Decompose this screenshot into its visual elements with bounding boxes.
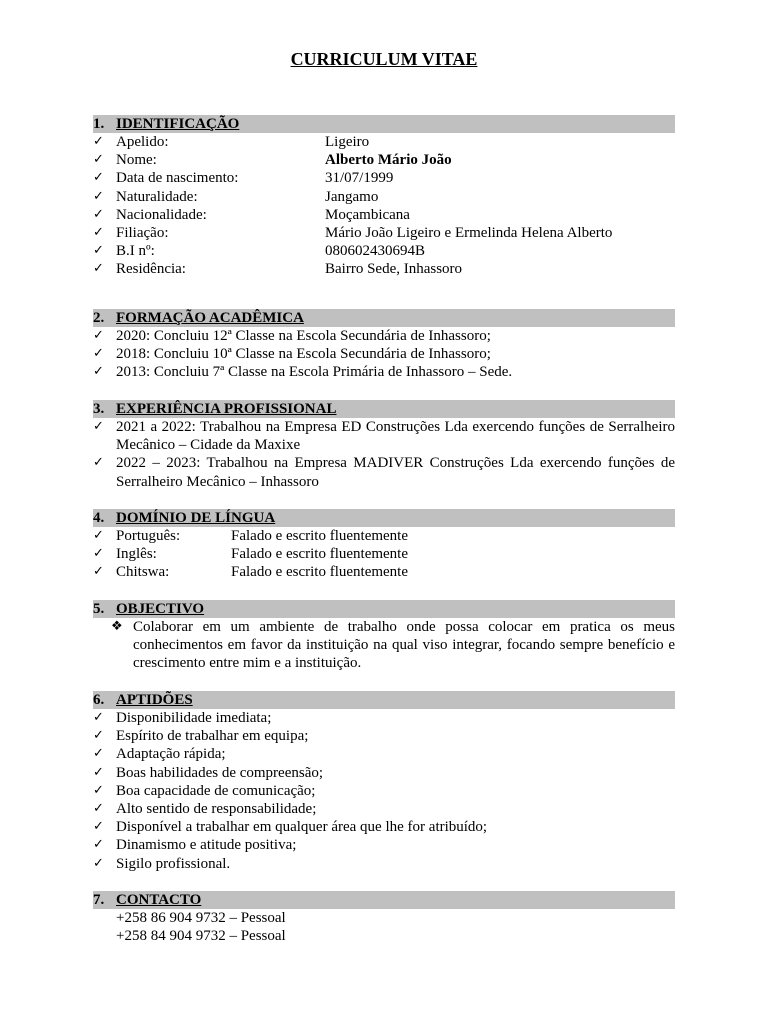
check-mark-icon: ✓ [93, 364, 104, 380]
item-text: 2022 – 2023: Trabalhou na Empresa MADIVER Construções Lda exercendo funções de Serralheiro Mecânico – Inhassoro [116, 455, 675, 490]
section-header [93, 600, 675, 618]
row-label: Apelido: [116, 134, 169, 150]
list-item [93, 764, 675, 782]
section-title: EXPERIÊNCIA PROFISSIONAL [116, 401, 337, 417]
item-text: Disponibilidade imediata; [116, 710, 272, 726]
language-level: Falado e escrito fluentemente [231, 564, 409, 581]
section-aptidoes [93, 691, 675, 873]
section-formacao [93, 309, 675, 382]
language-level: Falado e escrito fluentemente [231, 546, 409, 563]
section-header [93, 400, 675, 418]
section-header [93, 115, 675, 133]
row-value: Jangamo [325, 188, 379, 205]
check-mark-icon: ✓ [93, 837, 104, 853]
phone-number: +258 84 904 9732 – Pessoal [116, 928, 286, 945]
section-title: DOMÍNIO DE LÍNGUA [116, 510, 276, 526]
check-mark-icon: ✓ [93, 764, 104, 780]
language-name: Inglês: [116, 546, 157, 563]
check-mark-icon: ✓ [93, 782, 104, 798]
section-header [93, 509, 675, 527]
row-label: Data de nascimento: [116, 170, 239, 187]
section-number: 7. [93, 892, 105, 908]
check-mark-icon: ✓ [93, 710, 104, 725]
item-text: Sigilo profissional. [116, 855, 231, 872]
id-row-residencia [93, 260, 675, 278]
check-mark-icon: ✓ [93, 243, 104, 259]
language-row [93, 545, 675, 563]
check-mark-icon: ✓ [93, 170, 104, 186]
section-title: APTIDÕES [116, 692, 193, 708]
row-value: Bairro Sede, Inhassoro [325, 261, 463, 278]
check-mark-icon: ✓ [93, 728, 104, 744]
item-text: 2018: Concluiu 10ª Classe na Escola Secundária de Inhassoro; [116, 346, 491, 363]
objective-item [93, 618, 675, 673]
item-text: Boas habilidades de compreensão; [116, 764, 324, 781]
language-level: Falado e escrito fluentemente [231, 528, 409, 544]
id-row-nacionalidade [93, 206, 675, 224]
section-experiencia [93, 400, 675, 491]
row-label: Residência: [116, 261, 186, 278]
section-title: FORMAÇÃO ACADÊMICA [116, 310, 304, 326]
row-label: Nome: [116, 152, 157, 169]
check-mark-icon: ✓ [93, 346, 104, 362]
list-item [93, 836, 675, 854]
item-text: Boa capacidade de comunicação; [116, 782, 316, 799]
section-header [93, 309, 675, 327]
list-item [93, 782, 675, 800]
id-row-bi [93, 242, 675, 260]
section-identificacao [93, 115, 675, 279]
phone-number: +258 86 904 9732 – Pessoal [116, 910, 286, 926]
language-row [93, 527, 675, 545]
section-number: 2. [93, 310, 105, 326]
list-item [93, 327, 675, 345]
item-text: Espírito de trabalhar em equipa; [116, 728, 309, 745]
item-text: 2013: Concluiu 7ª Classe na Escola Primária de Inhassoro – Sede. [116, 364, 513, 381]
item-text: Adaptação rápida; [116, 746, 226, 763]
item-text: Alto sentido de responsabilidade; [116, 801, 317, 818]
check-mark-icon: ✓ [93, 152, 104, 168]
row-value: Alberto Mário João [325, 152, 452, 169]
section-number: 3. [93, 401, 105, 417]
language-name: Português: [116, 528, 181, 544]
check-mark-icon: ✓ [93, 134, 104, 149]
section-objectivo [93, 600, 675, 673]
list-item [93, 800, 675, 818]
objective-text: Colaborar em um ambiente de trabalho onde possa colocar em pratica os meus conhecimentos em favor da instituição na qual viso integrar, focando sempre benefício e crescimento entre mim e a instituição. [133, 619, 675, 672]
section-number: 5. [93, 601, 105, 617]
section-header [93, 891, 675, 909]
document-title: CURRICULUM VITAE [290, 49, 478, 69]
row-value: 31/07/1999 [325, 170, 394, 187]
list-item [93, 418, 675, 454]
check-mark-icon: ✓ [93, 564, 104, 580]
list-item [93, 345, 675, 363]
section-number: 1. [93, 116, 105, 132]
section-number: 4. [93, 510, 105, 526]
row-value: 080602430694B [325, 243, 426, 260]
check-mark-icon: ✓ [93, 206, 104, 222]
check-mark-icon: ✓ [93, 455, 104, 471]
id-row-naturalidade [93, 188, 675, 206]
section-number: 6. [93, 692, 105, 708]
check-mark-icon: ✓ [93, 261, 104, 277]
row-value: Ligeiro [325, 134, 370, 150]
list-item [93, 363, 675, 381]
item-text: Dinamismo e atitude positiva; [116, 837, 297, 854]
row-label: Filiação: [116, 225, 169, 242]
id-row-filiacao [93, 224, 675, 242]
row-value: Mário João Ligeiro e Ermelinda Helena Alberto [325, 225, 613, 242]
item-text: Disponível a trabalhar em qualquer área que lhe for atribuído; [116, 819, 488, 836]
item-text: 2020: Concluiu 12ª Classe na Escola Secundária de Inhassoro; [116, 328, 491, 344]
id-row-apelido [93, 133, 675, 151]
check-mark-icon: ✓ [93, 546, 104, 562]
row-value: Moçambicana [325, 206, 410, 223]
list-item [93, 454, 675, 490]
id-row-nome [93, 151, 675, 169]
list-item [93, 855, 675, 873]
section-header [93, 691, 675, 709]
check-mark-icon: ✓ [93, 746, 104, 762]
list-item [93, 818, 675, 836]
id-row-nascimento [93, 169, 675, 187]
list-item [93, 745, 675, 763]
row-label: B.I nº: [116, 243, 155, 260]
check-mark-icon: ✓ [93, 188, 104, 204]
check-mark-icon: ✓ [93, 801, 104, 817]
section-lingua [93, 509, 675, 582]
section-contacto [93, 891, 675, 945]
section-title: OBJECTIVO [116, 601, 205, 617]
check-mark-icon: ✓ [93, 528, 104, 543]
row-label: Naturalidade: [116, 188, 198, 205]
row-label: Nacionalidade: [116, 206, 207, 223]
language-row [93, 563, 675, 581]
check-mark-icon: ✓ [93, 419, 104, 434]
section-title: IDENTIFICAÇÃO [116, 116, 240, 132]
item-text: 2021 a 2022: Trabalhou na Empresa ED Construções Lda exercendo funções de Serralheiro Mecânico – Cidade da Maxixe [116, 419, 675, 454]
check-mark-icon: ✓ [93, 328, 104, 343]
check-mark-icon: ✓ [93, 225, 104, 241]
list-item [93, 709, 675, 727]
check-mark-icon: ✓ [93, 855, 104, 871]
section-title: CONTACTO [116, 892, 202, 908]
language-name: Chitswa: [116, 564, 170, 581]
check-mark-icon: ✓ [93, 819, 104, 835]
list-item [93, 727, 675, 745]
diamond-bullet-icon: ❖ [111, 619, 123, 634]
